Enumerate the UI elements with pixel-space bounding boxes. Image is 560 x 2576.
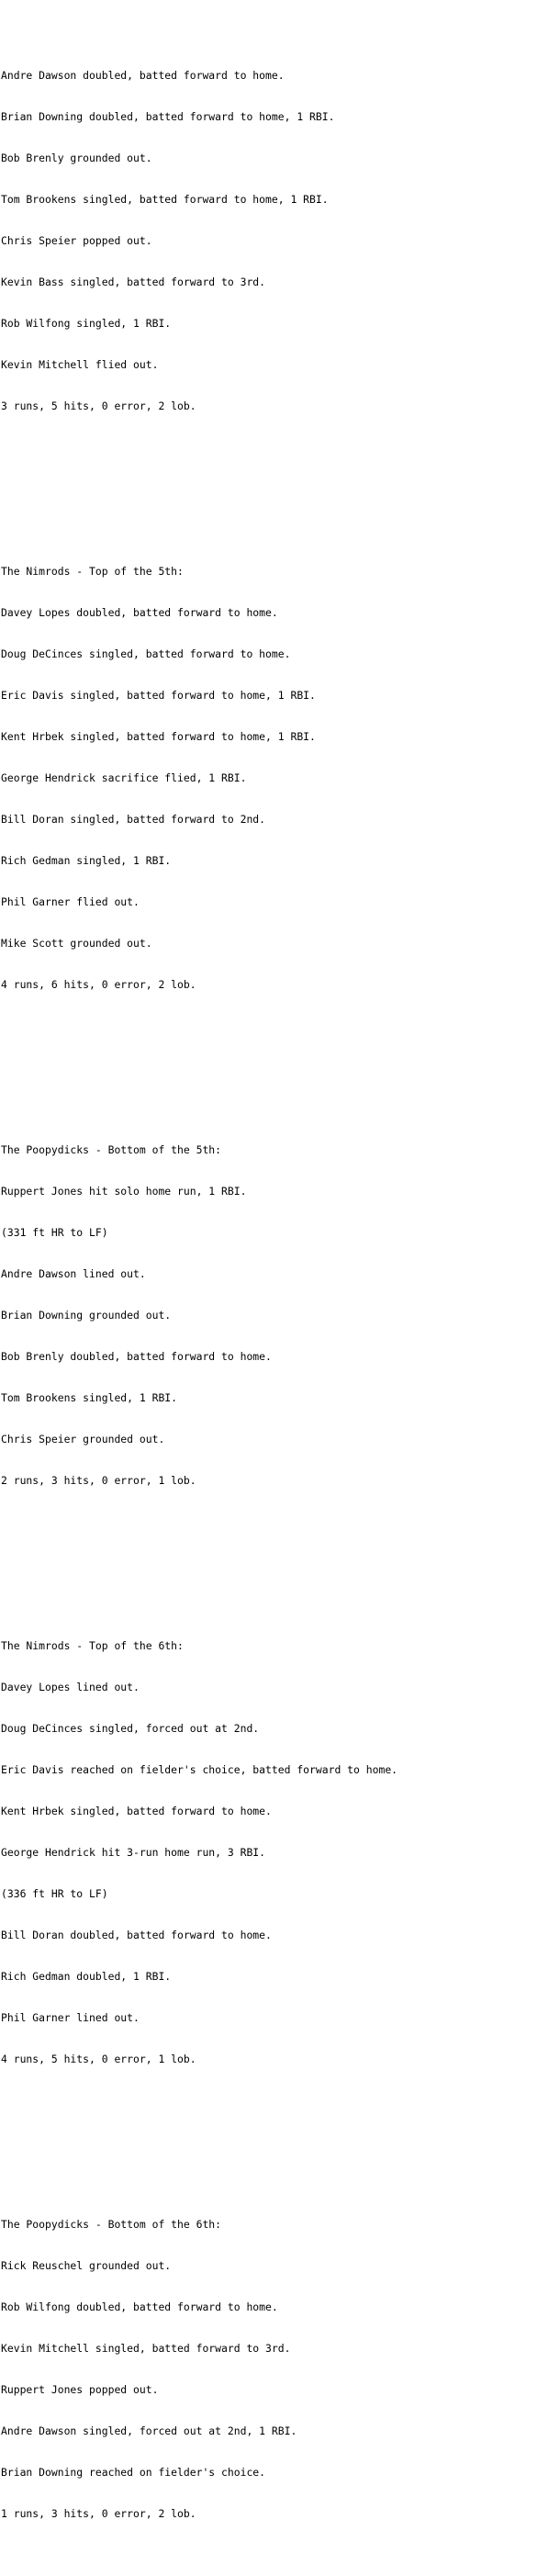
inning-section-bottom-5th — [1, 1116, 556, 1515]
play-line: Davey Lopes doubled, batted forward to home. — [1, 606, 278, 619]
inning-section-top-6th — [1, 1612, 556, 2094]
inning-section-bottom-6th — [1, 2190, 556, 2548]
play-line: Andre Dawson doubled, batted forward to home. — [1, 69, 285, 82]
section-spacer — [1, 1061, 556, 1074]
play-line: Ruppert Jones popped out. — [1, 2383, 159, 2396]
play-line: Phil Garner flied out. — [1, 895, 140, 908]
play-line: Rob Wilfong singled, 1 RBI. — [1, 317, 172, 330]
inning-summary: 4 runs, 5 hits, 0 error, 1 lob. — [1, 2053, 196, 2065]
play-line: Andre Dawson lined out. — [1, 1267, 146, 1280]
play-line: Kevin Mitchell singled, batted forward to 3rd. — [1, 2342, 291, 2355]
play-line: Eric Davis singled, batted forward to home, 1 RBI. — [1, 689, 316, 702]
play-line: Chris Speier grounded out. — [1, 1433, 165, 1445]
play-line: Tom Brookens singled, batted forward to home, 1 RBI. — [1, 193, 329, 206]
play-line: (331 ft HR to LF) — [1, 1226, 108, 1239]
section-spacer — [1, 2135, 556, 2149]
inning-header: The Poopydicks - Bottom of the 5th: — [1, 1143, 222, 1156]
inning-header: The Nimrods - Top of the 6th: — [1, 1639, 184, 1652]
inning-section-top-5th — [1, 537, 556, 1019]
section-spacer — [1, 482, 556, 496]
play-line: Bill Doran singled, batted forward to 2nd. — [1, 813, 266, 826]
play-line: Kevin Bass singled, batted forward to 3rd. — [1, 276, 266, 288]
play-line: Rick Reuschel grounded out. — [1, 2259, 172, 2272]
play-line: Brian Downing reached on fielder's choice. — [1, 2466, 266, 2479]
play-line: Kent Hrbek singled, batted forward to home. — [1, 1805, 272, 1817]
play-line: Chris Speier popped out. — [1, 234, 152, 247]
play-line: Rob Wilfong doubled, batted forward to home. — [1, 2300, 278, 2313]
play-line: Doug DeCinces singled, batted forward to home. — [1, 647, 291, 660]
inning-summary: 2 runs, 3 hits, 0 error, 1 lob. — [1, 1474, 196, 1487]
inning-summary: 1 runs, 3 hits, 0 error, 2 lob. — [1, 2507, 196, 2520]
play-line: Kevin Mitchell flied out. — [1, 358, 159, 371]
play-line: Mike Scott grounded out. — [1, 937, 152, 950]
play-line: Brian Downing doubled, batted forward to home, 1 RBI. — [1, 110, 335, 123]
inning-header: The Nimrods - Top of the 5th: — [1, 565, 184, 578]
play-line: George Hendrick hit 3-run home run, 3 RBI. — [1, 1846, 266, 1859]
play-line: Bob Brenly doubled, batted forward to home. — [1, 1350, 272, 1363]
inning-summary: 4 runs, 6 hits, 0 error, 2 lob. — [1, 978, 196, 991]
play-line: Bill Doran doubled, batted forward to home. — [1, 1929, 272, 1941]
play-line: (336 ft HR to LF) — [1, 1887, 108, 1900]
play-line: Kent Hrbek singled, batted forward to home, 1 RBI. — [1, 730, 316, 743]
play-line: Brian Downing grounded out. — [1, 1309, 172, 1322]
play-line: Phil Garner lined out. — [1, 2011, 140, 2024]
play-by-play-log — [1, 0, 556, 2576]
play-line: Rich Gedman singled, 1 RBI. — [1, 854, 172, 867]
play-line: Ruppert Jones hit solo home run, 1 RBI. — [1, 1185, 247, 1198]
inning-section-bottom-4th-continued — [1, 41, 556, 441]
section-spacer — [1, 1557, 556, 1570]
play-line: Tom Brookens singled, 1 RBI. — [1, 1391, 178, 1404]
play-line: Davey Lopes lined out. — [1, 1681, 140, 1693]
play-line: George Hendrick sacrifice flied, 1 RBI. — [1, 771, 247, 784]
inning-summary: 3 runs, 5 hits, 0 error, 2 lob. — [1, 399, 196, 412]
play-line: Doug DeCinces singled, forced out at 2nd. — [1, 1722, 260, 1735]
play-line: Andre Dawson singled, forced out at 2nd, 1 RBI. — [1, 2424, 297, 2437]
inning-header: The Poopydicks - Bottom of the 6th: — [1, 2218, 222, 2231]
play-line: Rich Gedman doubled, 1 RBI. — [1, 1970, 172, 1983]
play-line: Eric Davis reached on fielder's choice, batted forward to home. — [1, 1763, 398, 1776]
play-line: Bob Brenly grounded out. — [1, 152, 152, 164]
